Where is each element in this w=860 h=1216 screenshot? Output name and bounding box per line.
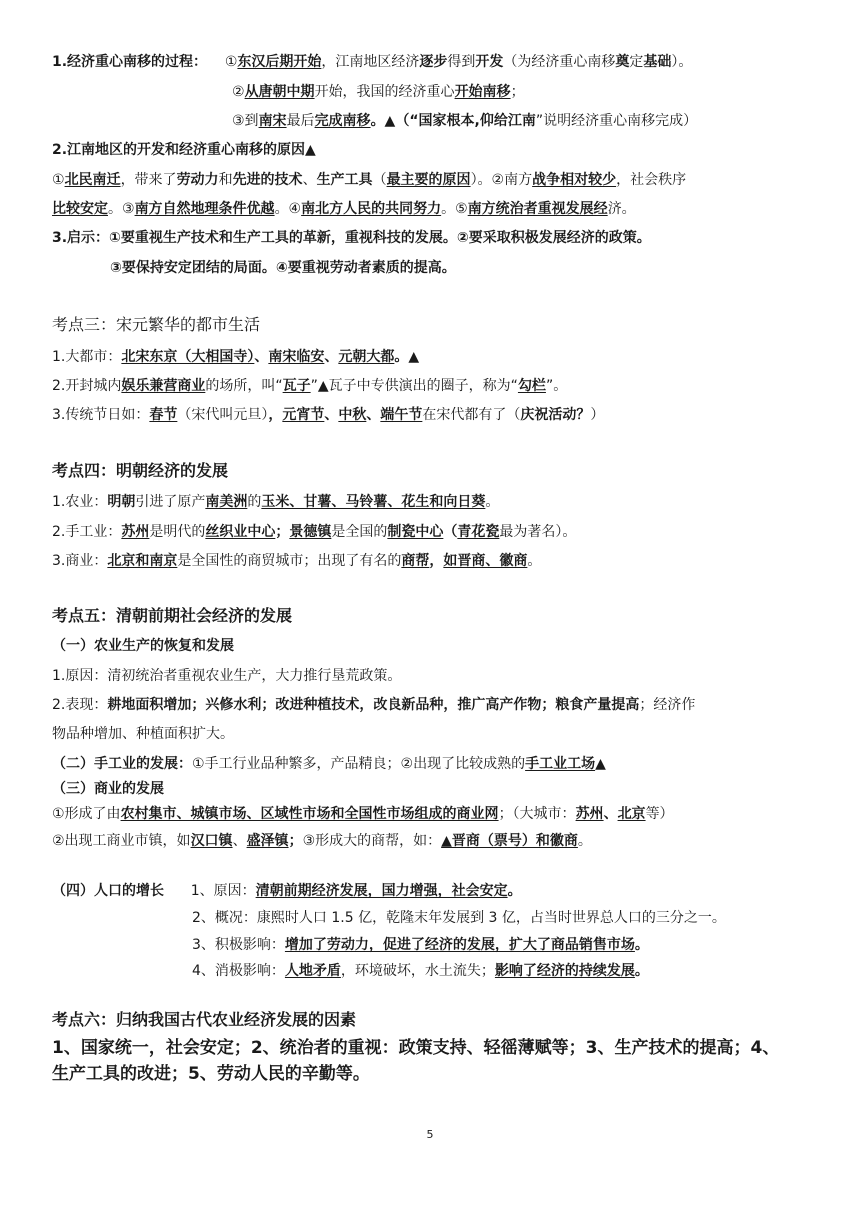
text-segment: 。⑤ bbox=[441, 201, 468, 217]
text-line bbox=[52, 551, 541, 571]
text-segment: 北民南迁 bbox=[64, 172, 121, 188]
text-segment: 从唐朝中期 bbox=[244, 84, 315, 100]
text-line bbox=[192, 961, 649, 981]
text-segment: ” bbox=[310, 378, 318, 394]
text-segment: ；（大城市： bbox=[498, 806, 576, 822]
text-segment: 国家根本,仰给江南 bbox=[418, 113, 536, 129]
text-segment: 瓦子 bbox=[282, 378, 311, 394]
text-line bbox=[52, 754, 606, 774]
text-line bbox=[52, 460, 228, 482]
text-segment: 劳动力 bbox=[176, 172, 219, 188]
text-segment: 。▲ bbox=[394, 349, 420, 365]
text-segment: 丝织业中心 bbox=[205, 524, 276, 540]
text-segment: 、 bbox=[603, 806, 618, 822]
text-line bbox=[52, 605, 292, 627]
text-segment: ） bbox=[590, 407, 605, 423]
text-segment: 4、消极影响： bbox=[192, 963, 285, 979]
text-segment: 、 bbox=[324, 407, 339, 423]
text-segment: 。 bbox=[634, 937, 649, 953]
text-segment: ▲ bbox=[595, 756, 606, 772]
text-segment: 、 bbox=[232, 833, 247, 849]
text-segment: 影响了经济的持续发展 bbox=[494, 963, 635, 979]
text-segment: 3.传统节日如： bbox=[52, 407, 150, 423]
text-line bbox=[192, 935, 649, 955]
text-line bbox=[52, 636, 234, 656]
text-segment: 考点四：明朝经济的发展 bbox=[52, 461, 229, 480]
text-segment: 、 bbox=[324, 349, 339, 365]
text-segment: 明朝 bbox=[107, 494, 136, 510]
text-segment: 是全国的 bbox=[331, 524, 388, 540]
text-line bbox=[52, 1009, 356, 1031]
page-number: 5 bbox=[426, 1128, 434, 1141]
text-segment: 3.商业： bbox=[52, 553, 108, 569]
text-line bbox=[52, 831, 592, 851]
text-segment: 。 bbox=[634, 963, 649, 979]
text-segment: 生产工具 bbox=[316, 172, 373, 188]
text-segment: 勾栏 bbox=[517, 378, 546, 394]
text-segment: （为经济重心南移 bbox=[503, 54, 616, 70]
text-segment: 2.开封城内 bbox=[52, 378, 122, 394]
text-line bbox=[52, 522, 576, 542]
text-line bbox=[52, 405, 604, 425]
text-line bbox=[52, 170, 686, 190]
text-segment: ”。 bbox=[545, 378, 568, 394]
text-segment: ②出现工商业市镇，如 bbox=[52, 833, 191, 849]
text-segment: ③形成大的商帮，如： bbox=[302, 833, 442, 849]
text-segment: 最后 bbox=[286, 113, 315, 129]
text-segment: 得到 bbox=[447, 54, 476, 70]
text-segment: ① bbox=[207, 54, 238, 70]
text-segment: ； bbox=[275, 524, 290, 540]
text-segment: 2.表现： bbox=[52, 697, 108, 713]
text-segment: 1、国家统一，社会安定；2、统治者的重视：政策支持、轻徭薄赋等；3、生产技术的提高；4、 bbox=[52, 1038, 780, 1058]
text-segment: 生产工具的改进；5、劳动人民的辛勤等。 bbox=[52, 1064, 370, 1084]
text-segment: 春节 bbox=[149, 407, 178, 423]
text-segment: 。 bbox=[577, 833, 592, 849]
text-segment: 、 bbox=[302, 172, 317, 188]
text-segment: ，环境破坏，水土流失； bbox=[340, 963, 495, 979]
text-segment: 、 bbox=[254, 349, 269, 365]
text-segment: 逐步 bbox=[419, 54, 448, 70]
text-segment: 苏州 bbox=[575, 806, 604, 822]
text-segment: 盛泽镇 bbox=[246, 833, 289, 849]
text-segment: 考点五：清朝前期社会经济的发展 bbox=[52, 606, 293, 625]
text-segment: 制瓷中心 bbox=[387, 524, 444, 540]
text-segment: 耕地面积增加；兴修水利；改进种植技术，改良新品种，推广高产作物；粮食产量提高 bbox=[107, 697, 640, 713]
text-segment: 济。 bbox=[607, 201, 636, 217]
text-segment: 开发 bbox=[475, 54, 504, 70]
text-segment: 。 bbox=[527, 553, 542, 569]
text-segment: 等） bbox=[645, 806, 674, 822]
text-segment: ，江南地区经济 bbox=[321, 54, 420, 70]
text-segment: ▲晋商（票号）和徽商 bbox=[441, 833, 578, 849]
text-segment: （二）手工业的发展： bbox=[52, 756, 192, 772]
text-segment: 玉米、甘薯、马铃薯、花生和向日葵 bbox=[261, 494, 486, 510]
text-segment: 汉口镇 bbox=[190, 833, 233, 849]
text-line bbox=[52, 666, 401, 686]
text-segment: 1.经济重心南移的过程： bbox=[52, 54, 208, 70]
text-segment: 南方自然地理条件优越 bbox=[134, 201, 275, 217]
text-segment: （一）农业生产的恢复和发展 bbox=[52, 638, 234, 654]
text-segment: ①形成了由 bbox=[52, 806, 121, 822]
text-line bbox=[52, 199, 636, 219]
text-segment: ”说明经济重心南移完成） bbox=[535, 113, 698, 129]
text-segment: 1.农业： bbox=[52, 494, 108, 510]
text-segment: 东汉后期开始 bbox=[237, 54, 322, 70]
text-segment: 端午节 bbox=[380, 407, 423, 423]
text-segment: ； bbox=[288, 833, 303, 849]
text-segment: 考点三：宋元繁华的都市生活 bbox=[52, 315, 261, 334]
text-segment: ， bbox=[268, 407, 283, 423]
text-segment: 1.原因：清初统治者重视农业生产，大力推行垦荒政策。 bbox=[52, 668, 402, 684]
text-segment: （四）人口的增长 bbox=[52, 883, 164, 899]
text-segment: ，社会秩序 bbox=[616, 172, 687, 188]
text-segment: 如晋商、徽商 bbox=[443, 553, 528, 569]
text-segment: 和 bbox=[218, 172, 233, 188]
text-segment: 农村集市、城镇市场、区域性市场和全国性市场组成的商业网 bbox=[120, 806, 499, 822]
text-line bbox=[52, 228, 651, 248]
text-segment: 定 bbox=[629, 54, 644, 70]
text-segment: 先进的技术 bbox=[232, 172, 303, 188]
text-segment: 北宋东京（大相国寺） bbox=[121, 349, 255, 365]
text-segment: 1、原因： bbox=[164, 883, 256, 899]
text-segment: ，带来了 bbox=[120, 172, 177, 188]
text-segment: 引进了原产 bbox=[135, 494, 206, 510]
text-segment: 考点六：归纳我国古代农业经济发展的因素 bbox=[52, 1010, 357, 1029]
text-segment: 的 bbox=[247, 494, 262, 510]
text-segment: 2.江南地区的开发和经济重心南移的原因▲ bbox=[52, 142, 316, 158]
text-line bbox=[52, 779, 164, 799]
text-segment: 2.手工业： bbox=[52, 524, 122, 540]
text-segment: 开始南移 bbox=[454, 84, 511, 100]
text-segment: 。▲（“ bbox=[370, 113, 419, 129]
text-line bbox=[232, 111, 697, 131]
text-segment: 奠 bbox=[615, 54, 630, 70]
text-segment: 苏州 bbox=[121, 524, 150, 540]
text-line bbox=[232, 82, 525, 102]
text-segment: （宋代叫元旦） bbox=[177, 407, 269, 423]
text-segment: 2、概况：康熙时人口 1.5 亿，乾隆末年发展到 3 亿，占当时世界总人口的三分之一。 bbox=[192, 910, 726, 926]
text-segment: 南方统治者重视发展经 bbox=[467, 201, 608, 217]
text-segment: 基础 bbox=[643, 54, 672, 70]
text-segment: ▲ bbox=[317, 378, 329, 394]
text-line bbox=[52, 140, 316, 160]
text-line bbox=[110, 258, 456, 278]
text-line bbox=[192, 908, 726, 928]
text-segment: 完成南移 bbox=[314, 113, 371, 129]
text-segment: 在宋代都有了（ bbox=[422, 407, 521, 423]
text-segment: （ bbox=[443, 524, 458, 540]
text-segment: 元宵节 bbox=[282, 407, 325, 423]
text-segment: 的场所，叫“ bbox=[205, 378, 283, 394]
text-segment: 。 bbox=[507, 883, 522, 899]
text-segment: 南美洲 bbox=[205, 494, 248, 510]
text-segment: ①手工行业品种繁多，产品精良；②出现了比较成熟的 bbox=[192, 756, 526, 772]
text-segment: 。 bbox=[485, 494, 500, 510]
text-segment: 物品种增加、种植面积扩大。 bbox=[52, 726, 234, 742]
text-segment: 是全国性的商贸城市；出现了有名的 bbox=[177, 553, 402, 569]
text-segment: 3、积极影响： bbox=[192, 937, 285, 953]
text-line bbox=[52, 52, 692, 72]
text-line bbox=[52, 314, 260, 336]
text-segment: ；经济作 bbox=[639, 697, 696, 713]
text-segment: 是明代的 bbox=[149, 524, 206, 540]
text-segment: 中秋 bbox=[338, 407, 367, 423]
text-segment: ① bbox=[52, 172, 65, 188]
text-segment: ）。 bbox=[671, 54, 693, 70]
text-segment: 景德镇 bbox=[289, 524, 332, 540]
text-segment: （三）商业的发展 bbox=[52, 781, 164, 797]
text-segment: 比较安定 bbox=[52, 201, 108, 217]
text-segment: 商帮 bbox=[401, 553, 430, 569]
text-line bbox=[52, 1036, 779, 1060]
text-segment: 南北方人民的共同努力 bbox=[301, 201, 442, 217]
text-segment: 开始，我国的经济重心 bbox=[314, 84, 455, 100]
text-segment: 南宋 bbox=[258, 113, 287, 129]
text-segment: 清朝前期经济发展，国力增强，社会安定 bbox=[255, 883, 508, 899]
text-segment: （ bbox=[372, 172, 387, 188]
text-segment: 最为著名）。 bbox=[499, 524, 577, 540]
text-segment: 人地矛盾 bbox=[284, 963, 341, 979]
text-segment: 。④ bbox=[274, 201, 302, 217]
text-segment: 、 bbox=[366, 407, 381, 423]
text-segment: 青花瓷 bbox=[457, 524, 500, 540]
text-segment: 。③ bbox=[108, 201, 135, 217]
text-segment: 增加了劳动力，促进了经济的发展，扩大了商品销售市场 bbox=[284, 937, 635, 953]
text-segment: ， bbox=[429, 553, 444, 569]
text-line bbox=[52, 695, 695, 715]
text-line bbox=[52, 347, 419, 367]
text-segment: 南宋临安 bbox=[268, 349, 325, 365]
text-segment: ② bbox=[232, 84, 245, 100]
text-segment: 瓦子中专供演出的圈子，称为“ bbox=[328, 378, 518, 394]
text-segment: ③要保持安定团结的局面。④要重视劳动者素质的提高。 bbox=[110, 260, 456, 276]
text-segment: 3.启示：①要重视生产技术和生产工具的革新，重视科技的发展。②要采取积极发展经济的政策。 bbox=[52, 230, 651, 246]
text-segment: 娱乐兼营商业 bbox=[121, 378, 206, 394]
text-segment: 北京和南京 bbox=[107, 553, 178, 569]
text-line bbox=[52, 376, 567, 396]
text-line bbox=[52, 881, 522, 901]
text-segment: ）。②南方 bbox=[470, 172, 533, 188]
text-line bbox=[52, 804, 674, 824]
text-line bbox=[52, 724, 234, 744]
text-segment: 庆祝活动？ bbox=[520, 407, 591, 423]
text-segment: 北京 bbox=[617, 806, 646, 822]
text-segment: 元朝大都 bbox=[338, 349, 395, 365]
text-segment: ③到 bbox=[232, 113, 259, 129]
text-segment: 1.大都市： bbox=[52, 349, 122, 365]
text-line bbox=[52, 492, 499, 512]
text-segment: 最主要的原因 bbox=[386, 172, 471, 188]
text-segment: 战争相对较少 bbox=[532, 172, 617, 188]
text-line bbox=[52, 1062, 370, 1086]
text-segment: 手工业工场 bbox=[525, 756, 596, 772]
text-segment: ； bbox=[510, 84, 525, 100]
